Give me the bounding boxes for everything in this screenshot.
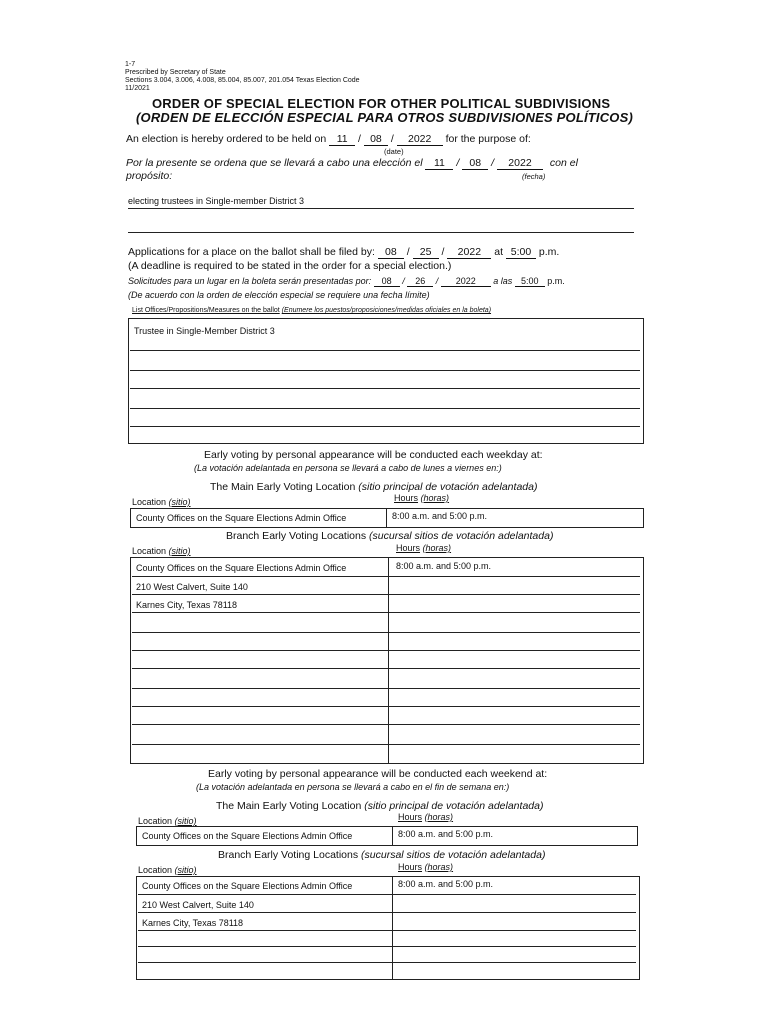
offices-line — [130, 426, 640, 427]
table-row-line — [138, 930, 636, 931]
location-label: Location — [132, 497, 167, 507]
application-time-spanish[interactable]: 5:00 — [515, 276, 545, 287]
hours-label: Hours — [398, 812, 423, 822]
application-month[interactable]: 08 — [378, 246, 404, 259]
hours-label-es: (horas) — [422, 543, 452, 553]
application-deadline-line: Applications for a place on the ballot shall be filed by: 08 / 25 / 2022 at 5:00 p.m. — [128, 246, 560, 258]
table-divider — [388, 557, 389, 763]
weekday-main-hours[interactable]: 8:00 a.m. and 5:00 p.m. — [392, 511, 488, 521]
form-date: 11/2021 — [125, 85, 150, 92]
weekend-main-heading-en: The Main Early Voting Location — [216, 800, 362, 812]
election-date-line-spanish: Por la presente se ordena que se llevará a cabo una elección el 11 / 08 / 2022 con el — [126, 157, 578, 169]
weekday-hours-label — [394, 493, 449, 503]
location-label: Location — [138, 816, 173, 826]
location-label-es: (sitio) — [174, 865, 197, 875]
weekend-branch-table — [136, 876, 640, 980]
hours-label: Hours — [394, 493, 419, 503]
weekday-branch-location-label — [132, 546, 191, 556]
application-deadline-line-spanish: Solicitudes para un lugar en la boleta serán presentadas por: 08 / 26 / 2022 a las 5:00 p.m. — [128, 276, 565, 286]
election-year-spanish[interactable]: 2022 — [497, 157, 543, 170]
date-caption: (date) — [384, 147, 404, 156]
location-label-es: (sitio) — [168, 497, 191, 507]
hours-label: Hours — [398, 862, 423, 872]
election-month-spanish[interactable]: 11 — [425, 157, 453, 170]
election-line-text: An election is hereby ordered to be held on — [126, 133, 327, 145]
application-line-text-spanish: Solicitudes para un lugar en la boleta serán presentadas por: — [128, 276, 372, 286]
table-row-line — [132, 612, 640, 613]
weekday-branch-heading-es: (sucursal sitios de votación adelantada) — [369, 530, 554, 542]
weekday-main-heading-es: (sitio principal de votación adelantada) — [358, 481, 538, 493]
con-el-label: con el — [549, 157, 578, 169]
weekday-heading-spanish: (La votación adelantada en persona se llevará a cabo de lunes a viernes en:) — [194, 463, 502, 473]
code-sections: Sections 3.004, 3.006, 4.008, 85.004, 85.007, 201.054 Texas Election Code — [125, 77, 360, 84]
offices-line — [130, 388, 640, 389]
application-line-text: Applications for a place on the ballot shall be filed by: — [128, 246, 375, 258]
weekend-main-heading — [216, 800, 543, 812]
application-year[interactable]: 2022 — [447, 246, 491, 259]
application-pm-spanish: p.m. — [547, 276, 565, 286]
weekend-branch-location-label — [138, 865, 197, 875]
table-row-line — [132, 688, 640, 689]
weekday-branch-hours-label — [396, 543, 451, 553]
weekend-branch-hours-label — [398, 862, 453, 872]
table-row-line — [132, 668, 640, 669]
election-line-text-spanish: Por la presente se ordena que se llevará a cabo una elección el — [126, 157, 423, 169]
page-title: ORDER OF SPECIAL ELECTION FOR OTHER POLITICAL SUBDIVISIONS — [152, 96, 611, 111]
table-row-line — [132, 650, 640, 651]
weekday-branch-heading-en: Branch Early Voting Locations — [226, 530, 367, 542]
weekday-heading: Early voting by personal appearance will be conducted each weekday at: — [204, 449, 543, 461]
weekday-branch-heading — [226, 530, 553, 542]
table-divider — [392, 876, 393, 979]
deadline-note: (A deadline is required to be stated in the order for a special election.) — [128, 260, 452, 272]
election-day-spanish[interactable]: 08 — [462, 157, 488, 170]
hours-label: Hours — [396, 543, 421, 553]
weekday-main-heading-en: The Main Early Voting Location — [210, 481, 356, 493]
table-row-line — [132, 632, 640, 633]
table-divider — [392, 826, 393, 845]
deadline-note-spanish: (De acuerdo con la orden de elección especial se requiere una fecha límite) — [128, 290, 430, 300]
application-day-spanish[interactable]: 26 — [407, 276, 433, 287]
hours-label-es: (horas) — [424, 812, 454, 822]
weekend-main-hours[interactable]: 8:00 a.m. and 5:00 p.m. — [398, 829, 494, 839]
purpose-line-1 — [128, 208, 634, 209]
table-row-line — [138, 946, 636, 947]
location-label-es: (sitio) — [174, 816, 197, 826]
purpose-line-2 — [128, 232, 634, 233]
application-month-spanish[interactable]: 08 — [374, 276, 400, 287]
election-purpose-label: for the purpose of: — [445, 133, 531, 145]
weekend-main-heading-es: (sitio principal de votación adelantada) — [364, 800, 544, 812]
table-row-line — [138, 912, 636, 913]
weekend-branch-heading-en: Branch Early Voting Locations — [218, 849, 359, 861]
offices-header-es: (Enumere los puestos/proposiciones/medidas oficiales en la boleta) — [281, 307, 492, 314]
proposito-label: propósito: — [126, 170, 173, 182]
location-label-es: (sitio) — [168, 546, 191, 556]
table-row-line — [132, 744, 640, 745]
table-row-line — [138, 894, 636, 895]
weekend-branch-heading-es: (sucursal sitios de votación adelantada) — [361, 849, 546, 861]
weekend-main-location[interactable]: County Offices on the Square Elections Admin Office — [142, 831, 353, 841]
election-day[interactable]: 08 — [364, 133, 388, 146]
location-label: Location — [132, 546, 167, 556]
weekday-branch-location-2[interactable]: 210 West Calvert, Suite 140 — [136, 582, 248, 592]
table-row-line — [132, 576, 640, 577]
form-number: 1-7 — [125, 61, 136, 68]
weekday-location-label — [132, 497, 191, 507]
table-row-line — [132, 724, 640, 725]
weekend-heading: Early voting by personal appearance will be conducted each weekend at: — [208, 768, 548, 780]
application-day[interactable]: 25 — [413, 246, 439, 259]
prescribed-by: Prescribed by Secretary of State — [125, 69, 226, 76]
table-divider — [386, 508, 387, 527]
table-row-line — [132, 594, 640, 595]
weekend-heading-spanish: (La votación adelantada en persona se llevará a cabo en el fin de semana en:) — [196, 782, 510, 792]
location-label: Location — [138, 865, 173, 875]
election-month[interactable]: 11 — [329, 133, 355, 146]
application-pm: p.m. — [538, 246, 560, 258]
weekday-branch-hours-1[interactable]: 8:00 a.m. and 5:00 p.m. — [396, 561, 492, 571]
application-time[interactable]: 5:00 — [506, 246, 536, 259]
offices-line — [130, 408, 640, 409]
hours-label-es: (horas) — [424, 862, 454, 872]
offices-header-en: List Offices/Propositions/Measures on the ballot — [132, 307, 280, 314]
weekend-branch-heading — [218, 849, 545, 861]
weekday-main-heading — [210, 481, 537, 493]
table-row-line — [138, 962, 636, 963]
weekend-branch-location-2[interactable]: 210 West Calvert, Suite 140 — [142, 900, 254, 910]
weekend-branch-location-1[interactable]: County Offices on the Square Elections Admin Office — [142, 881, 353, 891]
weekend-branch-hours-1[interactable]: 8:00 a.m. and 5:00 p.m. — [398, 879, 494, 889]
weekend-hours-label — [398, 812, 453, 822]
fecha-caption: (fecha) — [522, 172, 546, 181]
application-at-spanish: a las — [493, 276, 513, 286]
election-date-line: An election is hereby ordered to be held on 11 / 08 / 2022 for the purpose of: — [126, 133, 531, 145]
table-row-line — [132, 706, 640, 707]
weekday-branch-location-1[interactable]: County Offices on the Square Elections Admin Office — [136, 563, 347, 573]
offices-header — [132, 307, 491, 314]
election-year[interactable]: 2022 — [397, 133, 443, 146]
offices-line — [130, 350, 640, 351]
page-title-spanish: (ORDEN DE ELECCIÓN ESPECIAL PARA OTROS SUBDIVISIONES POLÍTICOS) — [136, 110, 634, 125]
application-at: at — [494, 246, 504, 258]
weekday-branch-location-3[interactable]: Karnes City, Texas 78118 — [136, 600, 238, 610]
application-year-spanish[interactable]: 2022 — [441, 276, 491, 287]
weekend-branch-location-3[interactable]: Karnes City, Texas 78118 — [142, 918, 244, 928]
office-item[interactable]: Trustee in Single-Member District 3 — [134, 326, 275, 336]
offices-line — [130, 370, 640, 371]
hours-label-es: (horas) — [420, 493, 450, 503]
election-purpose[interactable]: electing trustees in Single-member District 3 — [128, 196, 305, 206]
weekend-location-label — [138, 816, 197, 826]
weekday-main-location[interactable]: County Offices on the Square Elections Admin Office — [136, 513, 347, 523]
